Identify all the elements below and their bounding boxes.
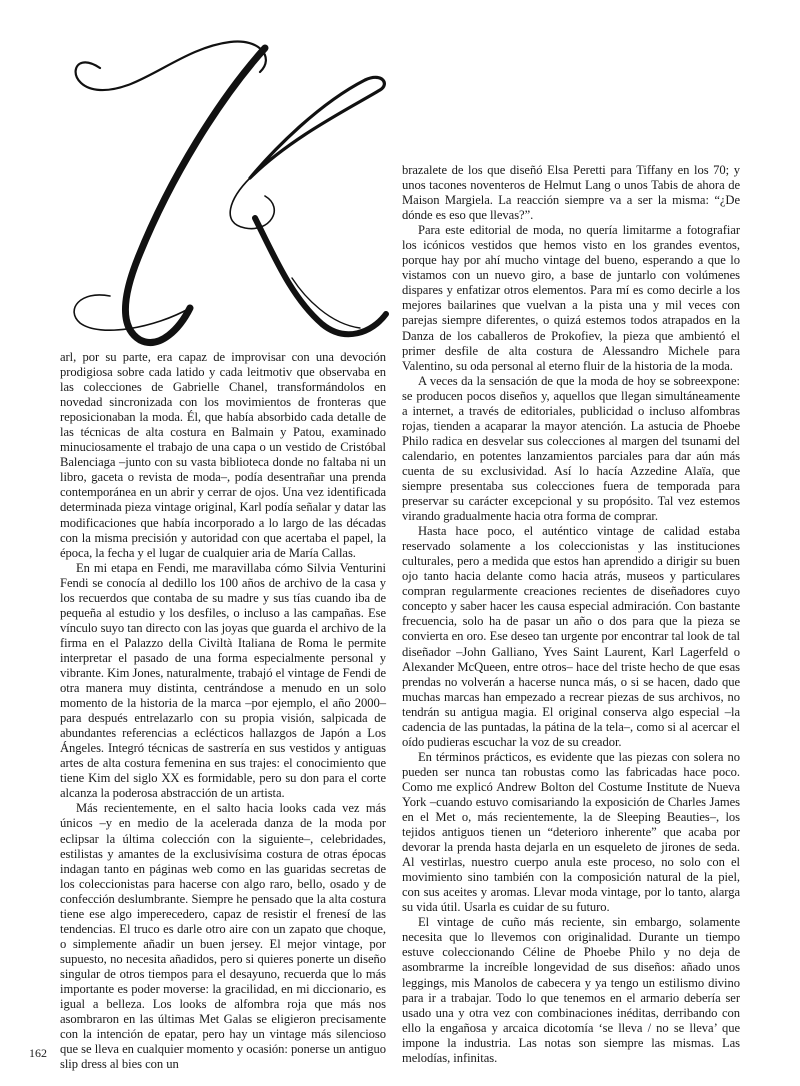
left-paragraph-3: Más recientemente, en el salto hacia looks cada vez más únicos –y en medio de la acelerada danza de la moda por eclipsar la última colección con la siguiente–, celebridades, estilistas y amantes de la exclusivísima costura de otras épocas indagan tanto en páginas web como en las guaridas secretas de los coleccionistas para hacerse con algo raro, bello, osado y de confección deslumbrante. Siempre he pensado que la alta costura tiene ese algo imperecedero, capaz de resistir el frenesí de las tendencias. El truco es darle otro aire con un zapato que choque, o simplemente añadir un buen jersey. El mejor vintage, por supuesto, no necesita añadidos, pero si quieres ponerte un diseño singular de otros tiempos para el desayuno, recuerda que lo más importante es poder moverse: la gracilidad, en mi diccionario, es igual a belleza. Los looks de alfombra roja que más nos asombraron en las últimas Met Galas se eligieron precisamente con la intención de epatar, pero hay un vintage más silencioso que se lleva en cualquier momento y ocasión: ponerse un antiguo slip dress al bies con un bbox=[60, 801, 386, 1072]
right-paragraph-4: Hasta hace poco, el auténtico vintage de calidad estaba reservado solamente a los coleccionistas y las instituciones culturales, pero a medida que estos han aprendido a dirigir su buen ojo tanto hacia delante como hacia atrás, museos y particulares compran regularmente creaciones recientes de diseñadores cuyo concepto y saber hacer les causa especial admiración. Con bastante frecuencia, solo ha de pasar un año o dos para que la pieza se convierta en oro. Ese deseo tan urgente por encontrar tal look de tal diseñador –John Galliano, Yves Saint Laurent, Karl Lagerfeld o Alexander McQueen, entre otros– hace del triste hecho de que esas prendas no volverán a hacerse nunca más, o si se hacen, dado que muchas marcas han empezado a recrear piezas de sus archivos, no tendrán su antigua magia. El original conserva algo especial –la cadencia de las puntadas, la pátina de la tela–, como si al acercar el oído pudieras escuchar la voz de su creador. bbox=[402, 524, 740, 749]
decorative-script-k-initial bbox=[60, 28, 390, 358]
right-paragraph-3: A veces da la sensación de que la moda de hoy se sobreexpone: se producen pocos diseños y, aquellos que llegan simultáneamente a internet, a través de editoriales, publicidad o incluso alfombras rojas, tienden a acaparar la mayor atención. La astucia de Phoebe Philo radica en desvelar sus colecciones al margen del tsunami del calendario, en potentes lanzamientos parciales para dar aún más cuenta de su exclusividad. Así lo hacía Azzedine Alaïa, que siempre presentaba sus colecciones fuera de temporada para preservar su carácter excepcional y su propósito. Tal vez estemos virando gradualmente hacia otra forma de comprar. bbox=[402, 373, 740, 524]
left-paragraph-1: arl, por su parte, era capaz de improvisar con una devoción prodigiosa sobre cada latido y cada leitmotiv que observaba en las colecciones de Gabrielle Chanel, transformándolos en novedad sincronizada con los movimientos de fronteras que reposicionaban la moda. Él, que había absorbido cada detalle de las técnicas de alta costura en Balmain y Patou, examinado minuciosamente el trabajo de una capa o un vestido de Cristóbal Balenciaga –junto con su vasta biblioteca donde no faltaba ni un libro, gaceta o revista de moda–, podía desentrañar una prenda contemporánea en un abrir y cerrar de ojos. Una vez identificada determinada pieza vintage original, Karl podía señalar y datar las modificaciones que había incorporado a lo largo de las décadas con la misma precisión y autoridad con que acertaba el papel, la época, la fecha y el lugar de cualquier aria de María Callas. bbox=[60, 350, 386, 560]
page-number: 162 bbox=[29, 1046, 47, 1060]
right-paragraph-5: En términos prácticos, es evidente que las piezas con solera no pueden ser nunca tan robustas como las fabricadas hace poco. Como me explicó Andrew Bolton del Costume Institute de Nueva York –cuando estuvo comisariando la exposición de Charles James en el Met o, más recientemente, la de Sleeping Beauties–, los tejidos antiguos tienen un “deterioro inherente” que acaba por devorar la prenda hasta dejarla en un esqueleto de jirones de seda. Al vestirlas, nuestro cuerpo anula este proceso, no solo con el movimiento sino también con la composición natural de la piel, con sus aceites y aromas. Llevar moda vintage, por lo tanto, alarga su vida útil. Usarla es cuidar de su futuro. bbox=[402, 749, 740, 915]
right-paragraph-2: Para este editorial de moda, no quería limitarme a fotografiar los icónicos vestidos que hemos visto en los grandes eventos, porque hay por ahí mucho vintage del bueno, esperando a que lo vistamos con un nuevo giro, a base de juntarlo con volúmenes dispares y enfatizar otros elementos. Para mí es como decirle a los mejores bailarines que vuelvan a la pista una y mil veces con parejas siempre diferentes, o quizá estemos todos atrapados en la Danza de los caballeros de Prokofiev, la pieza que ambientó el primer desfile de alta costura de Alessandro Michele para Valentino, su oda personal al eterno fluir de la historia de la moda. bbox=[402, 223, 740, 373]
left-paragraph-2: En mi etapa en Fendi, me maravillaba cómo Silvia Venturini Fendi se conocía al dedillo los 100 años de archivo de la casa y los recuerdos que contaba de su madre y sus tías cuando iba de pequeña al estudio y los desfiles, o incluso a las campañas. Ese vínculo suyo tan directo con las joyas que guarda el archivo de la firma en el Palazzo della Civiltà Italiana de Roma le permite interpretar el pasado de una forma especialmente personal y vibrante. Kim Jones, naturalmente, trabajó el vintage de Fendi de otra manera muy distinta, centrándose a menudo en un solo momento de la historia de la marca –por ejemplo, el año 2000– para después entrelazarlo con su propia visión, salpicada de abundantes referencias a eclécticos hallazgos de Japón a Los Ángeles. Integró técnicas de sastrería en sus vestidos y antiguas artes de alta costura femenina en sus trajes: el conocimiento que tiene Kim del siglo XX es formidable, pero su don para el corte alcanza la poderosa abstracción de un artista. bbox=[60, 560, 386, 801]
left-column bbox=[60, 350, 386, 1072]
right-column bbox=[402, 163, 740, 1066]
right-paragraph-1: brazalete de los que diseñó Elsa Peretti para Tiffany en los 70; y unos tacones noventeros de Helmut Lang o unos Tabis de ahora de Maison Margiela. La reacción siempre va a ser la misma: “¿De dónde es eso que llevas?”. bbox=[402, 163, 740, 223]
right-paragraph-6: El vintage de cuño más reciente, sin embargo, solamente necesita que lo llevemos con originalidad. Durante un tiempo estuve coleccionando Céline de Phoebe Philo y no deja de asombrarme la increíble longevidad de sus diseños: añado unos leggings, mis Manolos de cabecera y ya tengo un estilismo divino para ir a trabajar. Todo lo que tenemos en el armario debería ser usado una y otra vez con combinaciones inéditas, derribando con ello la engañosa y arcaica dicotomía ‘se lleva / no se lleva’ que impone la industria. Las notas son siempre las mismas. Las melodías, infinitas. bbox=[402, 915, 740, 1065]
